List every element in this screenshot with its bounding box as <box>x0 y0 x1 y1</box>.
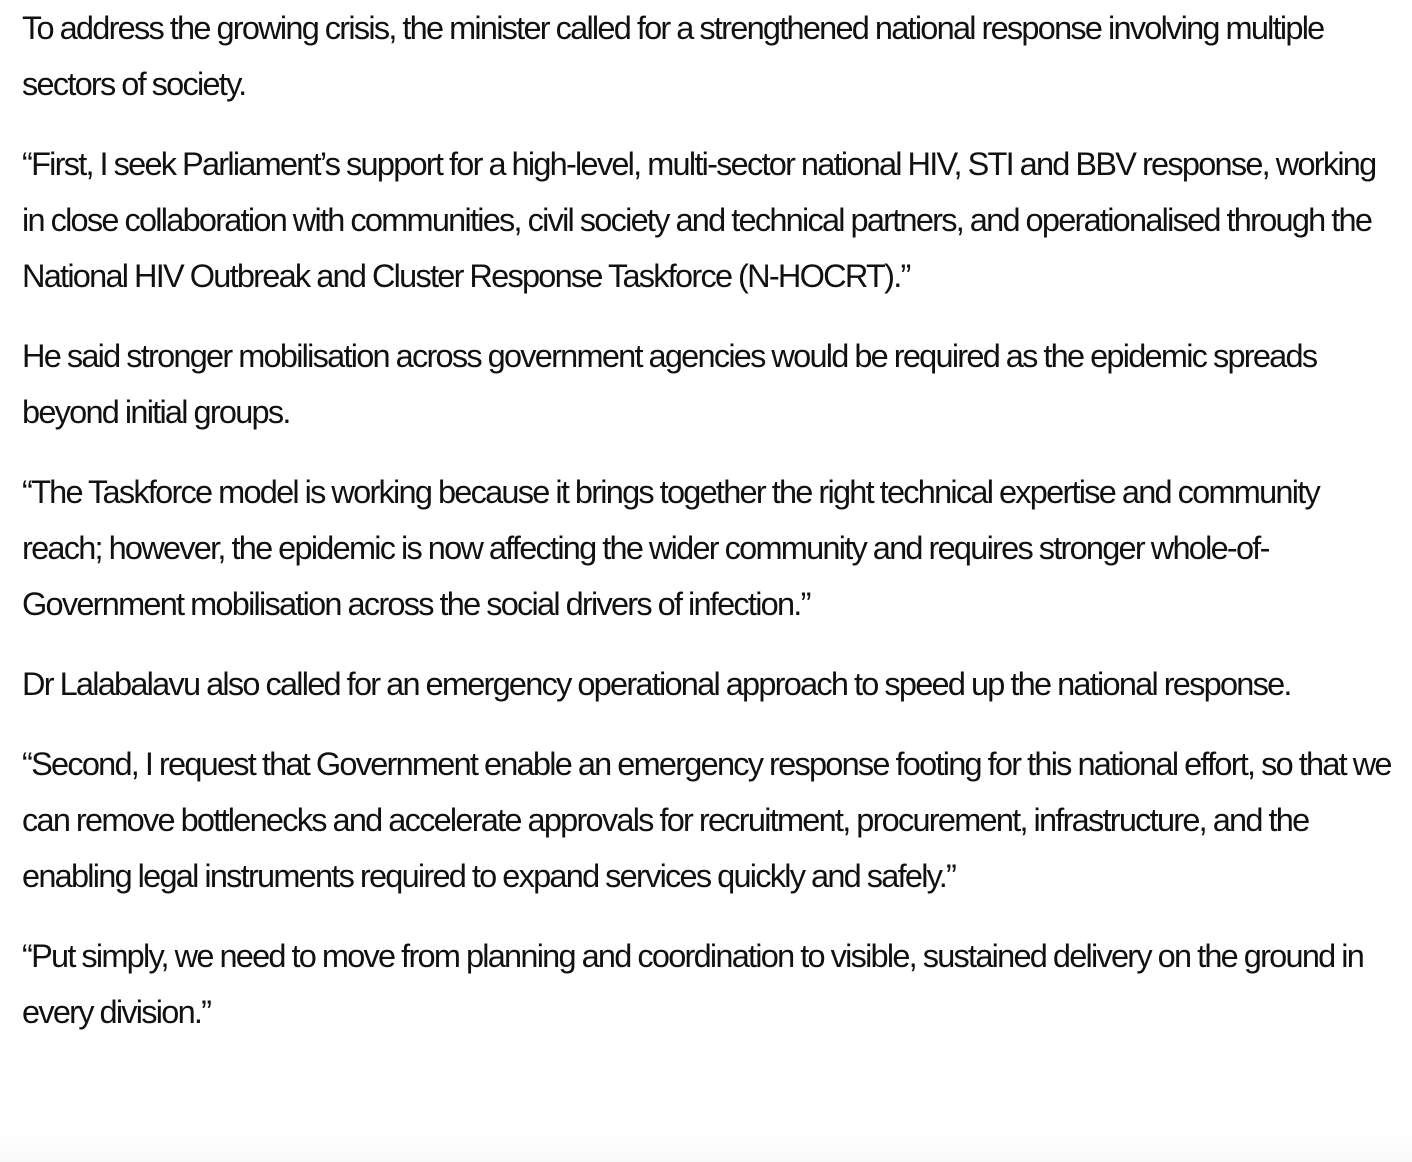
bottom-fade <box>0 1132 1412 1162</box>
article-body <box>22 0 1402 1064</box>
article-paragraph: “First, I seek Parliament’s support for a high-level, multi-sector national HIV, STI and BBV response, working in close collaboration with communities, civil society and technical partners, and operationalised through the National HIV Outbreak and Cluster Response Taskforce (N-HOCRT).” <box>22 146 1376 294</box>
article-paragraph: “Second, I request that Government enable an emergency response footing for this national effort, so that we can remove bottlenecks and accelerate approvals for recruitment, procurement, infrastructure, and the enabling legal instruments required to expand services quickly and safely.” <box>22 746 1391 894</box>
article-paragraph: Dr Lalabalavu also called for an emergency operational approach to speed up the national response. <box>22 666 1291 702</box>
article-paragraph: He said stronger mobilisation across government agencies would be required as the epidemic spreads beyond initial groups. <box>22 338 1317 430</box>
article-paragraph: To address the growing crisis, the minister called for a strengthened national response involving multiple sectors of society. <box>22 10 1324 102</box>
article-paragraph: “The Taskforce model is working because it brings together the right technical expertise and community reach; however, the epidemic is now affecting the wider community and requires stronger whole-of-Government mobilisation across the social drivers of infection.” <box>22 474 1319 622</box>
article-paragraph: “Put simply, we need to move from planning and coordination to visible, sustained delivery on the ground in every division.” <box>22 938 1364 1030</box>
